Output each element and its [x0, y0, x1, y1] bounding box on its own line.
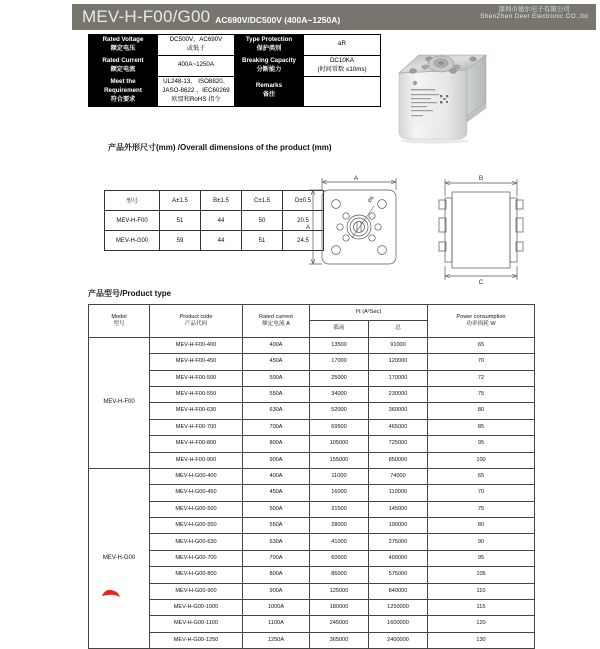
pt-cell-i2t-total: 230000 [369, 386, 428, 402]
spec-value-rated-voltage [158, 35, 235, 56]
spec-label-cn: 额定电压 [110, 44, 136, 52]
pt-cell-code: MEV-H-G00-500 [150, 501, 243, 517]
pt-cell-current: 900A [243, 452, 310, 468]
table-row [89, 436, 535, 452]
pt-cell-current: 500A [243, 370, 310, 386]
spec-label-remarks [235, 76, 304, 106]
spec-label-type-protection [235, 35, 304, 56]
dim-cell-b: 44 [201, 211, 242, 231]
pt-header-power-en: Power consumption [456, 313, 506, 320]
table-row [89, 518, 535, 534]
pt-cell-i2t-total: 170000 [369, 370, 428, 386]
pt-cell-i2t-prearc: 69500 [310, 419, 369, 435]
table-row [89, 583, 535, 599]
drawing-label-hole: Ø6 [366, 195, 376, 205]
pt-cell-i2t-prearc: 25000 [310, 370, 369, 386]
dim-header-model: 型号 [105, 191, 160, 211]
pt-cell-current: 700A [243, 550, 310, 566]
table-header-row [89, 305, 535, 321]
pt-cell-code: MEV-H-F00-630 [150, 403, 243, 419]
dim-header-a: A±1.5 [160, 191, 201, 211]
pt-cell-current: 450A [243, 485, 310, 501]
pt-cell-i2t-prearc: 105000 [310, 436, 369, 452]
table-row [89, 567, 535, 583]
pt-cell-current: 1000A [243, 600, 310, 616]
pt-header-i2t-prearc: 弧前 [310, 321, 369, 337]
table-row [89, 386, 535, 402]
technical-drawings [300, 166, 590, 284]
company-block [480, 6, 588, 21]
pt-header-current [243, 305, 310, 338]
pt-cell-i2t-total: 725000 [369, 436, 428, 452]
pt-cell-i2t-prearc: 125000 [310, 583, 369, 599]
dim-cell-model: MEV-H-G00 [105, 231, 160, 251]
pt-cell-code: MEV-H-G00-900 [150, 583, 243, 599]
spec-value-meet-requirement [158, 76, 235, 106]
pt-header-current-en: Rated current [259, 313, 293, 320]
table-row [89, 370, 535, 386]
spec-label-cn: 分断能力 [256, 65, 282, 73]
table-row [89, 632, 535, 648]
spec-value-type-protection [304, 35, 381, 56]
dimensions-heading: 产品外形尺寸(mm) /Overall dimensions of the product (mm) [108, 143, 332, 152]
pt-cell-model: MEV-H-F00 [89, 337, 150, 468]
pt-cell-code: MEV-H-G00-400 [150, 468, 243, 484]
pt-cell-power: 75 [428, 501, 535, 517]
table-row [89, 468, 535, 484]
spec-label-en: Meet the [110, 77, 136, 85]
pt-cell-i2t-total: 1600000 [369, 616, 428, 632]
pt-cell-i2t-total: 190000 [369, 518, 428, 534]
dim-header-c: C±1.5 [242, 191, 283, 211]
pt-cell-i2t-total: 110000 [369, 485, 428, 501]
spec-value-line1: DC10KA [329, 56, 355, 64]
pt-cell-power: 65 [428, 337, 535, 353]
pt-cell-current: 1250A [243, 632, 310, 648]
pt-header-i2t: I²t (A²Sec) [310, 305, 428, 321]
pt-cell-i2t-prearc: 34000 [310, 386, 369, 402]
pt-cell-i2t-prearc: 155000 [310, 452, 369, 468]
pt-cell-code: MEV-H-G00-1250 [150, 632, 243, 648]
spec-value-line3: 欧盟和RoHS 指令 [171, 95, 221, 103]
pt-cell-current: 700A [243, 419, 310, 435]
pt-cell-i2t-total: 465000 [369, 419, 428, 435]
dim-cell-b: 44 [201, 231, 242, 251]
pt-cell-code: MEV-H-F00-450 [150, 354, 243, 370]
red-annotation-mark [100, 586, 122, 598]
pt-cell-power: 80 [428, 518, 535, 534]
pt-cell-power: 75 [428, 386, 535, 402]
spec-label-rated-voltage [89, 35, 158, 56]
pt-header-current-cn: 额定电流 A [262, 320, 290, 327]
pt-cell-current: 400A [243, 337, 310, 353]
spec-value-remarks [304, 76, 381, 106]
table-row [105, 211, 324, 231]
pt-cell-current: 550A [243, 386, 310, 402]
pt-cell-code: MEV-H-F00-400 [150, 337, 243, 353]
pt-cell-i2t-prearc: 245000 [310, 616, 369, 632]
pt-cell-power: 110 [428, 583, 535, 599]
table-row [105, 231, 324, 251]
pt-cell-code: MEV-H-G00-1000 [150, 600, 243, 616]
pt-cell-power: 130 [428, 632, 535, 648]
product-type-table [88, 304, 535, 649]
dim-cell-a: 59 [160, 231, 201, 251]
dim-cell-model: MEV-H-F00 [105, 211, 160, 231]
pt-header-code-cn: 产品代码 [184, 320, 208, 327]
pt-cell-i2t-prearc: 21500 [310, 501, 369, 517]
spec-label-en: Rated Current [102, 56, 144, 64]
pt-header-code-en: Product code [179, 313, 213, 320]
page-title: MEV-H-F00/G00 [82, 7, 211, 26]
pt-cell-current: 400A [243, 468, 310, 484]
table-row [89, 452, 535, 468]
pt-header-code [150, 305, 243, 338]
spec-value-line2: 或低于 [186, 44, 206, 52]
pt-cell-power: 105 [428, 567, 535, 583]
dim-cell-c: 50 [242, 211, 283, 231]
pt-cell-i2t-total: 2400000 [369, 632, 428, 648]
table-row [89, 35, 381, 56]
company-name-en: ShenZhen Deer Electronic CO.,ltd [480, 13, 588, 21]
pt-cell-power: 100 [428, 452, 535, 468]
table-row [89, 534, 535, 550]
dim-cell-d: 24.5 [283, 231, 324, 251]
pt-cell-current: 800A [243, 567, 310, 583]
spec-label-en2: Requirement [104, 86, 142, 94]
pt-cell-power: 70 [428, 354, 535, 370]
pt-cell-current: 500A [243, 501, 310, 517]
pt-cell-i2t-total: 840000 [369, 583, 428, 599]
pt-cell-i2t-total: 275000 [369, 534, 428, 550]
pt-cell-power: 70 [428, 485, 535, 501]
spec-value-line1: aR [338, 40, 346, 48]
spec-value-breaking-capacity [304, 55, 381, 76]
pt-cell-current: 630A [243, 403, 310, 419]
pt-cell-code: MEV-H-G00-550 [150, 518, 243, 534]
pt-cell-power: 72 [428, 370, 535, 386]
pt-cell-power: 120 [428, 616, 535, 632]
pt-cell-current: 450A [243, 354, 310, 370]
pt-cell-code: MEV-H-F00-700 [150, 419, 243, 435]
page-header [72, 4, 596, 30]
spec-label-en: Breaking Capacity [242, 56, 296, 64]
spec-value-line1: DC500V、AC690V [169, 36, 223, 43]
table-row [89, 55, 381, 76]
pt-cell-current: 900A [243, 583, 310, 599]
spec-label-en: Type Protection [245, 36, 293, 43]
pt-cell-i2t-total: 850000 [369, 452, 428, 468]
page-subtitle: AC690V/DC500V (400A~1250A) [215, 15, 341, 25]
pt-header-power-cn: 功率损耗 W [466, 320, 496, 327]
pt-cell-i2t-total: 120000 [369, 354, 428, 370]
spec-value-rated-current [158, 55, 235, 76]
table-row [89, 403, 535, 419]
spec-label-meet-requirement [89, 76, 158, 106]
pt-cell-model: MEV-H-G00 [89, 468, 150, 648]
pt-cell-i2t-prearc: 17000 [310, 354, 369, 370]
pt-cell-current: 630A [243, 534, 310, 550]
pt-cell-code: MEV-H-F00-900 [150, 452, 243, 468]
pt-cell-power: 115 [428, 600, 535, 616]
drawing-label-b: B [478, 175, 484, 182]
pt-cell-i2t-prearc: 41000 [310, 534, 369, 550]
product-type-heading: 产品型号/Product type [88, 289, 172, 298]
pt-cell-code: MEV-H-F00-800 [150, 436, 243, 452]
pt-cell-i2t-total: 400000 [369, 550, 428, 566]
pt-cell-i2t-prearc: 11000 [310, 468, 369, 484]
pt-cell-power: 85 [428, 419, 535, 435]
spec-value-line2: (时间常数 ≤10ms) [317, 65, 367, 73]
table-row [89, 501, 535, 517]
table-row [89, 600, 535, 616]
pt-cell-i2t-total: 74000 [369, 468, 428, 484]
pt-cell-i2t-prearc: 16000 [310, 485, 369, 501]
dim-cell-c: 51 [242, 231, 283, 251]
pt-cell-i2t-prearc: 86000 [310, 567, 369, 583]
dim-cell-a: 51 [160, 211, 201, 231]
dim-header-d: D±0.5 [283, 191, 324, 211]
table-row [89, 616, 535, 632]
spec-value-line1: UL248-13、 ISO8820、 [163, 77, 229, 85]
table-row [89, 485, 535, 501]
spec-label-cn: 保护类别 [256, 44, 282, 52]
pt-cell-i2t-total: 145000 [369, 501, 428, 517]
pt-header-power [428, 305, 535, 338]
pt-cell-i2t-total: 575000 [369, 567, 428, 583]
specification-table [88, 34, 381, 107]
table-row [89, 419, 535, 435]
pt-cell-code: MEV-H-G00-450 [150, 485, 243, 501]
pt-cell-i2t-total: 1250000 [369, 600, 428, 616]
pt-cell-i2t-prearc: 180000 [310, 600, 369, 616]
spec-label-en: Rated Voltage [102, 36, 144, 43]
pt-cell-code: MEV-H-G00-1100 [150, 616, 243, 632]
pt-cell-i2t-prearc: 60000 [310, 550, 369, 566]
pt-cell-i2t-prearc: 28000 [310, 518, 369, 534]
spec-label-cn: 符合要求 [110, 95, 136, 103]
pt-cell-i2t-total: 91000 [369, 337, 428, 353]
pt-cell-current: 550A [243, 518, 310, 534]
spec-label-en: Remarks [255, 82, 283, 90]
drawing-label-c: C [478, 279, 484, 284]
pt-header-i2t-total: 总 [369, 321, 428, 337]
drawing-label-a-side: A [305, 224, 311, 231]
pt-cell-current: 1100A [243, 616, 310, 632]
company-name-cn: 深圳市德尔电子有限公司 [498, 6, 570, 13]
pt-cell-code: MEV-H-G00-700 [150, 550, 243, 566]
drawing-label-a-top: A [353, 175, 359, 182]
dim-cell-d: 20.5 [283, 211, 324, 231]
table-row [89, 354, 535, 370]
table-header-row [105, 191, 324, 211]
pt-cell-code: MEV-H-G00-630 [150, 534, 243, 550]
pt-cell-power: 95 [428, 436, 535, 452]
pt-cell-i2t-total: 360000 [369, 403, 428, 419]
spec-label-cn: 额定电流 [110, 65, 136, 73]
spec-value-line1: 400A~1250A [178, 61, 214, 69]
pt-cell-i2t-prearc: 365000 [310, 632, 369, 648]
dim-header-b: B±1.5 [201, 191, 242, 211]
table-row [89, 76, 381, 106]
pt-cell-code: MEV-H-G00-800 [150, 567, 243, 583]
pt-cell-current: 800A [243, 436, 310, 452]
pt-cell-power: 80 [428, 403, 535, 419]
pt-cell-power: 95 [428, 550, 535, 566]
pt-cell-code: MEV-H-F00-500 [150, 370, 243, 386]
spec-label-cn: 备注 [262, 91, 276, 99]
dimensions-table [104, 190, 324, 251]
pt-cell-code: MEV-H-F00-550 [150, 386, 243, 402]
pt-cell-power: 90 [428, 534, 535, 550]
pt-cell-i2t-prearc: 13500 [310, 337, 369, 353]
pt-cell-power: 65 [428, 468, 535, 484]
table-row [89, 550, 535, 566]
spec-label-breaking-capacity [235, 55, 304, 76]
spec-value-line2: JASO-8622 、IEC60269 [162, 86, 230, 94]
table-row [89, 337, 535, 353]
pt-header-model [89, 305, 150, 338]
pt-header-model-en: Model [111, 313, 127, 320]
product-photo [385, 40, 505, 152]
spec-label-rated-current [89, 55, 158, 76]
pt-cell-i2t-prearc: 52000 [310, 403, 369, 419]
pt-header-model-cn: 型号 [113, 320, 125, 327]
